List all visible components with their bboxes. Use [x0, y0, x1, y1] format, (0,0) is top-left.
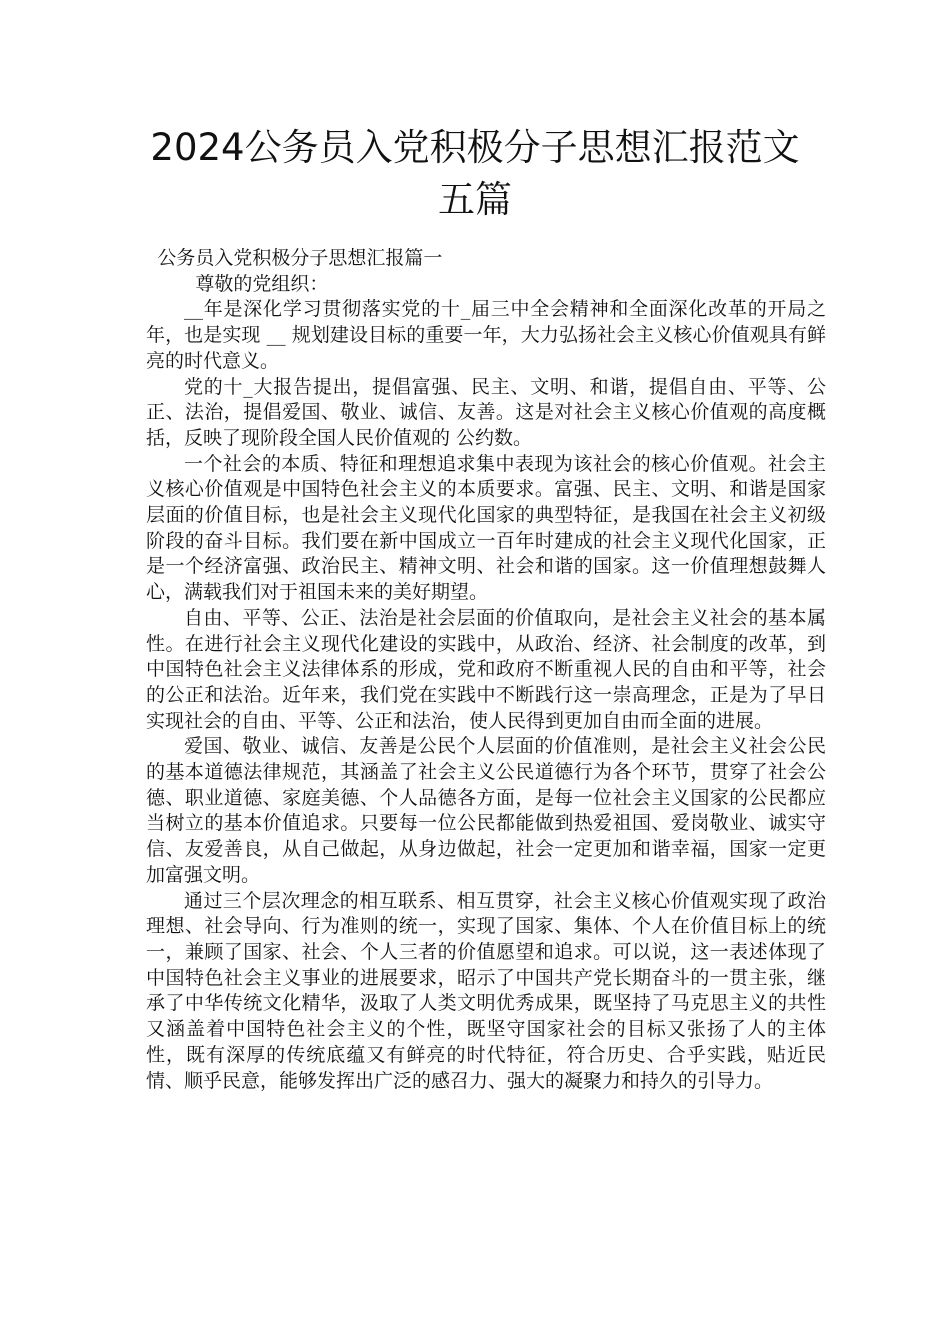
paragraph-3: 一个社会的本质、特征和理想追求集中表现为该社会的核心价值观。社会主义核心价值观是中国特色社会主义的本质要求。富强、民主、文明、和谐是国家层面的价值目标，也是社会主义现代化国家的典型特征，是我国在社会主义初级阶段的奋斗目标。我们要在新中国成立一百年时建成的社会主义现代化国家，正是一个经济富强、政治民主、精神文明、社会和谐的国家。这一价值理想鼓舞人心，满载我们对于祖国未来的美好期望。 [146, 452, 826, 604]
title-line-2: 五篇 [438, 178, 512, 221]
title-line-1: 2024公务员入党积极分子思想汇报范文 [150, 126, 800, 169]
paragraph-1: __年是深化学习贯彻落实党的十_届三中全会精神和全面深化改革的开局之年，也是实现 __ 规划建设目标的重要一年，大力弘扬社会主义核心价值观具有鲜亮的时代意义。 [146, 298, 826, 372]
paragraph-4: 自由、平等、公正、法治是社会层面的价值取向，是社会主义社会的基本属性。在进行社会主义现代化建设的实践中，从政治、经济、社会制度的改革，到中国特色社会主义法律体系的形成，党和政府不断重视人民的自由和平等，社会的公正和法治。近年来，我们党在实践中不断践行这一崇高理念，正是为了早日实现社会的自由、平等、公正和法治，使人民得到更加自由而全面的进展。 [146, 606, 826, 732]
paragraph-2: 党的十_大报告提出，提倡富强、民主、文明、和谐，提倡自由、平等、公正、法治，提倡爱国、敬业、诚信、友善。这是对社会主义核心价值观的高度概括，反映了现阶段全国人民价值观的 公约数。 [146, 375, 826, 449]
paragraph-6: 通过三个层次理念的相互联系、相互贯穿，社会主义核心价值观实现了政治理想、社会导向、行为准则的统一，实现了国家、集体、个人在价值目标上的统一，兼顾了国家、社会、个人三者的价值愿望和追求。可以说，这一表述体现了中国特色社会主义事业的进展要求，昭示了中国共产党长期奋斗的一贯主张，继承了中华传统文化精华，汲取了人类文明优秀成果，既坚持了马克思主义的共性又涵盖着中国特色社会主义的个性，既坚守国家社会的目标又张扬了人的主体性，既有深厚的传统底蕴又有鲜亮的时代特征，符合历史、合乎实践，贴近民情、顺乎民意，能够发挥出广泛的感召力、强大的凝聚力和持久的引导力。 [146, 889, 826, 1092]
document-title [100, 122, 850, 226]
document-body [146, 246, 826, 1094]
section-heading: 公务员入党积极分子思想汇报篇一 [157, 247, 443, 269]
paragraph-5: 爱国、敬业、诚信、友善是公民个人层面的价值准则，是社会主义社会公民的基本道德法律规范，其涵盖了社会主义公民道德行为各个环节，贯穿了社会公德、职业道德、家庭美德、个人品德各方面，是每一位社会主义国家的公民都应当树立的基本价值追求。只要每一位公民都能做到热爱祖国、爱岗敬业、诚实守信、友爱善良，从自己做起，从身边做起，社会一定更加和谐幸福，国家一定更加富强文明。 [146, 735, 826, 886]
salutation: 尊敬的党组织： [195, 272, 329, 295]
